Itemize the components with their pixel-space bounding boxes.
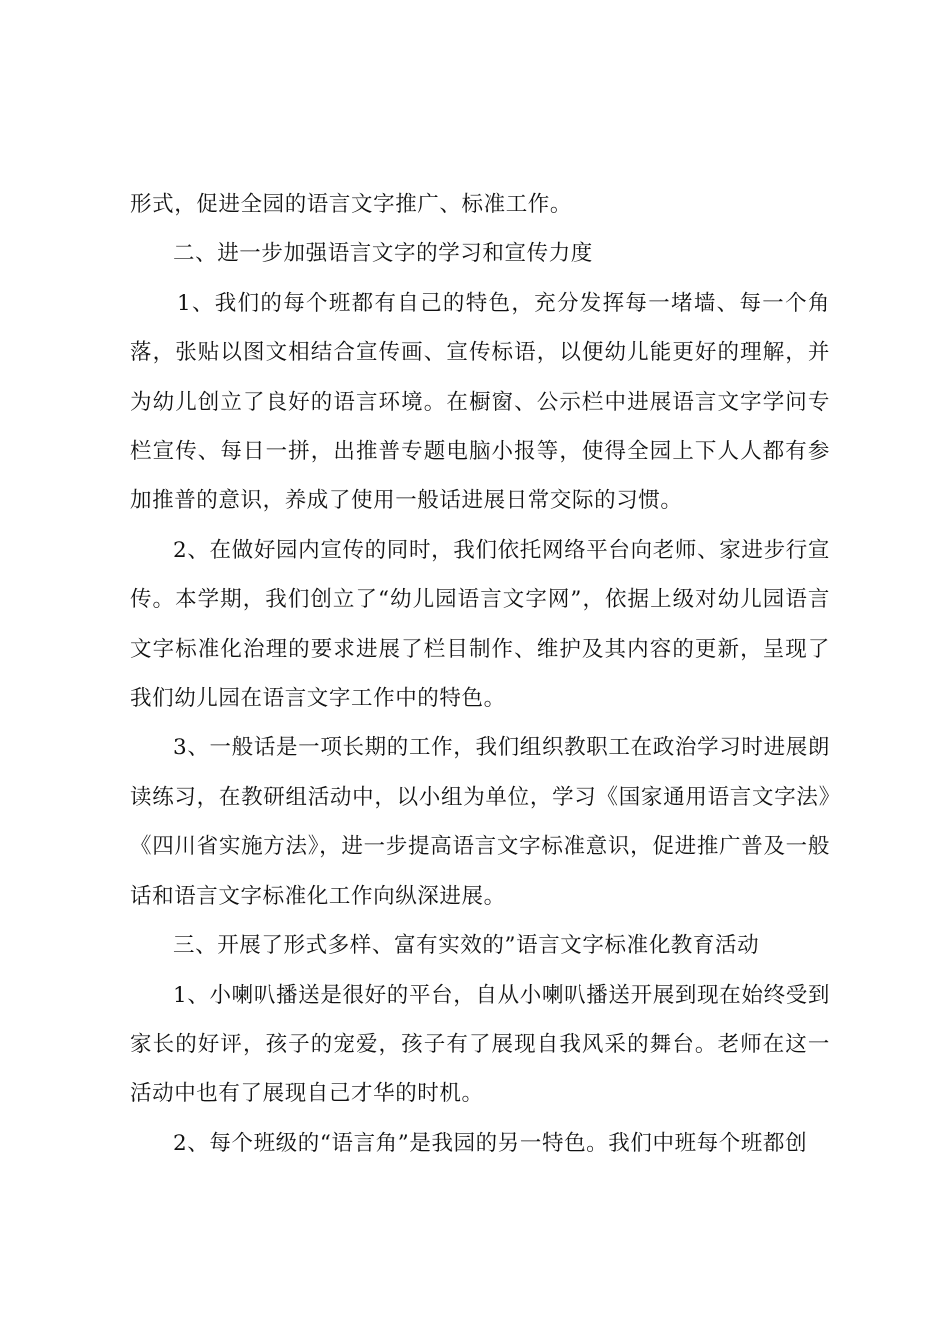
section-heading-3: 三、开展了形式多样、富有实效的”语言文字标准化教育活动 [173, 933, 760, 959]
paragraph-2-3: 3、一般话是一项长期的工作，我们组织教职工在政治学习时进展朗读练习，在教研组活动中，以小组为单位，学习《国家通用语言文字法》《四川省实施方法》，进一步提高语言文字标准意识，促进推广普及一般话和语言文字标准化工作向纵深进展。 [130, 735, 830, 909]
paragraph-2-2: 2、在做好园内宣传的同时，我们依托网络平台向老师、家进步行宣传。本学期，我们创立了“幼儿园语言文字网”，依据上级对幼儿园语言文字标准化治理的要求进展了栏目制作、维护及其内容的更新，呈现了我们幼儿园在语言文字工作中的特色。 [130, 537, 830, 712]
paragraph-2-1: 1、我们的每个班都有自己的特色，充分发挥每一堵墙、每一个角落，张贴以图文相结合宣传画、宣传标语，以便幼儿能更好的理解，并为幼儿创立了良好的语言环境。在橱窗、公示栏中进展语言文字学问专栏宣传、每日一拼，出推普专题电脑小报等，使得全园上下人人都有参加推普的意识，养成了使用一般话进展日常交际的习惯。 [130, 290, 830, 514]
paragraph-3-1: 1、小喇叭播送是很好的平台，自从小喇叭播送开展到现在始终受到家长的好评，孩子的宠爱，孩子有了展现自我风采的舞台。老师在这一活动中也有了展现自己才华的时机。 [130, 982, 830, 1107]
paragraph-continuation: 形式，促进全园的语言文字推广、标准工作。 [130, 192, 573, 217]
paragraph-3-2: 2、每个班级的“语言角”是我园的另一特色。我们中班每个班都创 [173, 1130, 808, 1156]
document-body [130, 180, 830, 1168]
section-heading-2: 二、进一步加强语言文字的学习和宣传力度 [173, 241, 593, 267]
